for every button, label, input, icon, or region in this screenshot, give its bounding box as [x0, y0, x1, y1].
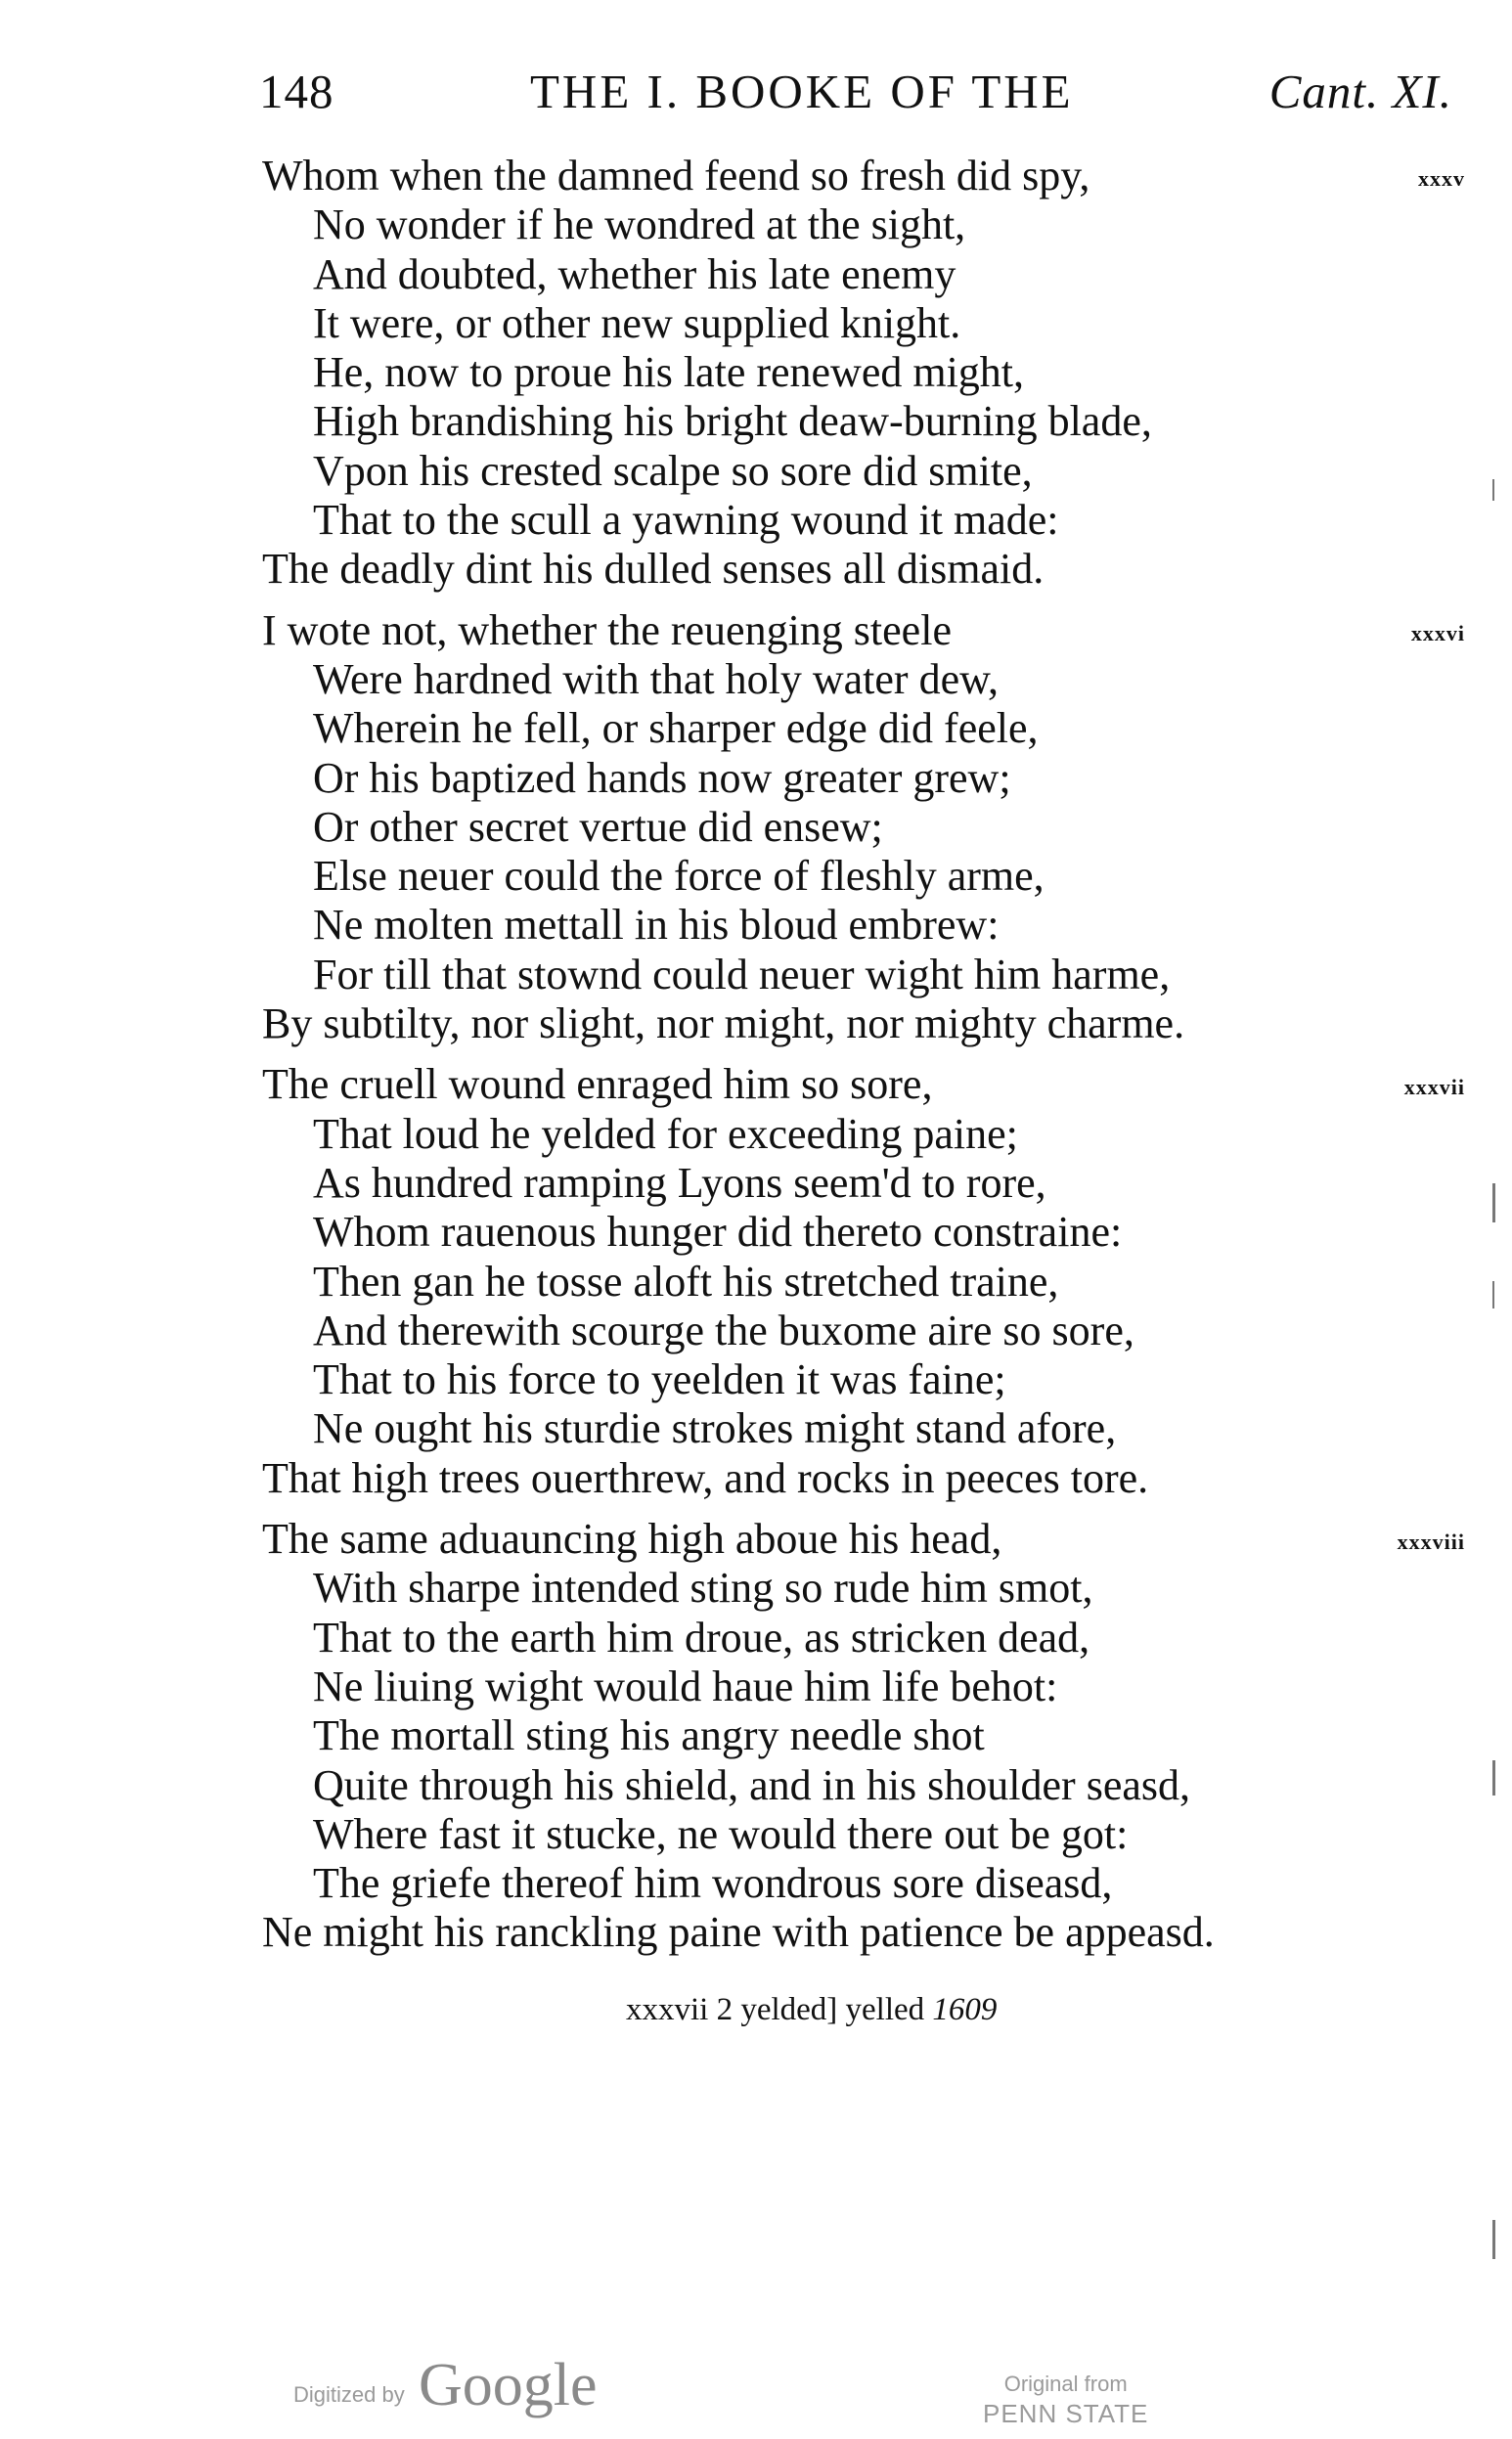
- digitized-by-label: Digitized by: [293, 2382, 405, 2407]
- scan-edge-mark: [1492, 1281, 1494, 1308]
- verse-line: The cruell wound enraged him so sore,: [262, 1060, 933, 1109]
- verse-line: Whom rauenous hunger did thereto constraine:: [313, 1208, 1123, 1257]
- stanza-xxxviii: [262, 1515, 1465, 1958]
- verse-line: Where fast it stucke, ne would there out be got:: [313, 1809, 1129, 1858]
- verse-line: Ne liuing wight would haue him life behot:: [313, 1662, 1058, 1710]
- verse-line: Were hardned with that holy water dew,: [313, 654, 1000, 703]
- verse-line: That to the earth him droue, as stricken dead,: [313, 1613, 1090, 1662]
- verse-line: Or his baptized hands now greater grew;: [313, 753, 1011, 802]
- verse-line: The deadly dint his dulled senses all dismaid.: [262, 545, 1045, 594]
- book-title: THE I. BOOKE OF THE: [530, 65, 1074, 118]
- verse-line: Ne molten mettall in his bloud embrew:: [313, 901, 1000, 950]
- page-number: 148: [259, 65, 334, 118]
- running-head: [259, 63, 1452, 121]
- verse-line: Ne might his ranckling paine with patience be appeasd.: [262, 1908, 1215, 1957]
- verse-line: For till that stownd could neuer wight him harme,: [313, 950, 1171, 998]
- verse-line: And doubted, whether his late enemy: [313, 249, 956, 298]
- verse-line: By subtilty, nor slight, nor might, nor mighty charme.: [262, 999, 1185, 1048]
- stanza-number: xxxv: [1418, 166, 1465, 191]
- verse-line: That to his force to yeelden it was faine;: [313, 1355, 1006, 1404]
- stanza-number: xxxvii: [1403, 1075, 1465, 1100]
- verse-line: Or other secret vertue did ensew;: [313, 802, 883, 851]
- verse-line: Quite through his shield, and in his shoulder seasd,: [313, 1760, 1191, 1809]
- verse-line: The mortall sting his angry needle shot: [313, 1711, 985, 1760]
- stanza-xxxv: [262, 152, 1465, 595]
- verse-line: No wonder if he wondred at the sight,: [313, 200, 966, 249]
- footnote-edition: 1609: [932, 1992, 998, 2027]
- verse-line: As hundred ramping Lyons seem'd to rore,: [313, 1158, 1046, 1207]
- stanza-number: xxxvi: [1410, 620, 1465, 645]
- verse-line: And therewith scourge the buxome aire so sore,: [313, 1306, 1134, 1354]
- stanza-xxxvi: [262, 606, 1465, 1049]
- original-from-watermark: [983, 2371, 1148, 2429]
- stanza-xxxvii: [262, 1060, 1465, 1503]
- verse-line: He, now to proue his late renewed might,: [313, 348, 1025, 397]
- canto-label: Cant. XI.: [1268, 65, 1452, 118]
- verse-line: Then gan he tosse aloft his stretched traine,: [313, 1257, 1059, 1306]
- verse-line: Else neuer could the force of fleshly arme,: [313, 852, 1045, 901]
- poem-text: [262, 152, 1465, 1970]
- verse-line: The griefe thereof him wondrous sore diseasd,: [313, 1859, 1113, 1908]
- scan-edge-mark: [1492, 2220, 1495, 2259]
- verse-line: That to the scull a yawning wound it made:: [313, 496, 1059, 545]
- verse-line: That loud he yelded for exceeding paine;: [313, 1109, 1018, 1158]
- verse-line: Whom when the damned feend so fresh did spy,: [262, 152, 1090, 200]
- scan-edge-mark: [1492, 1183, 1495, 1222]
- original-from-label: Original from: [1003, 2372, 1128, 2396]
- scan-edge-mark: [1492, 479, 1494, 501]
- verse-line: It were, or other new supplied knight.: [313, 298, 961, 347]
- verse-line: I wote not, whether the reuenging steele: [262, 605, 952, 654]
- source-library: PENN STATE: [983, 2399, 1149, 2428]
- stanza-number: xxxviii: [1397, 1530, 1465, 1555]
- verse-line: High brandishing his bright deaw-burning blade,: [313, 397, 1152, 446]
- verse-line: Ne ought his sturdie strokes might stand afore,: [313, 1404, 1117, 1453]
- verse-line: Vpon his crested scalpe so sore did smite,: [313, 446, 1033, 495]
- textual-footnote: [626, 1988, 1213, 2031]
- scan-edge-mark: [1492, 1760, 1495, 1796]
- verse-line: The same aduauncing high aboue his head,: [262, 1515, 1002, 1564]
- verse-line: That high trees ouerthrew, and rocks in peeces tore.: [262, 1453, 1149, 1502]
- footnote-text: xxxvii 2 yelded] yelled: [626, 1992, 925, 2027]
- verse-line: With sharpe intended sting so rude him smot,: [313, 1564, 1093, 1613]
- verse-line: Wherein he fell, or sharper edge did feele,: [313, 704, 1039, 753]
- google-logo: Google: [419, 2352, 598, 2418]
